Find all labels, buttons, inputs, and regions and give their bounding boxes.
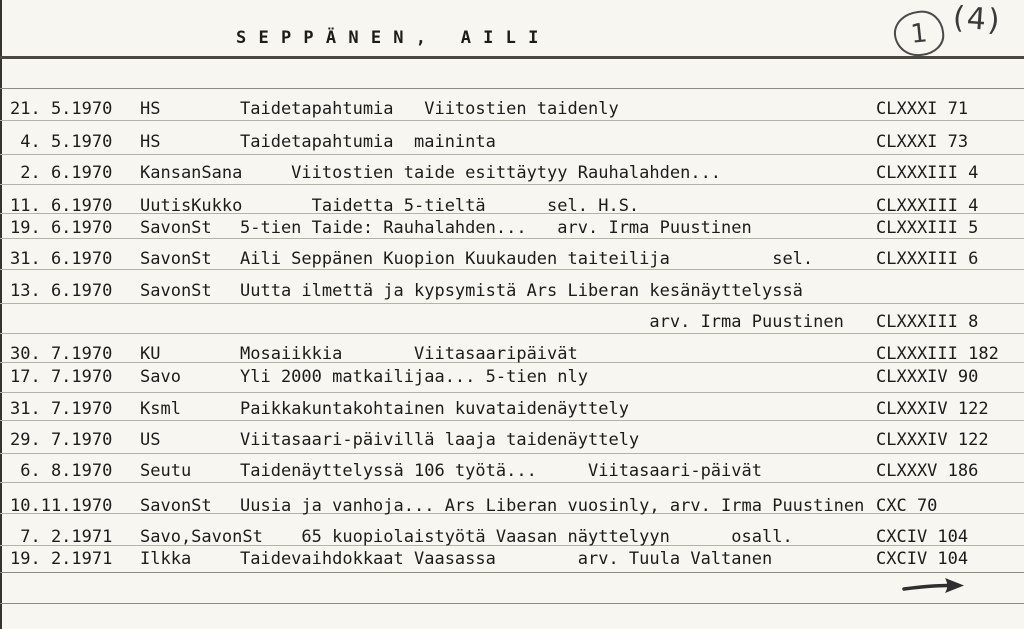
entry-title: Taidevaihdokkaat Vaasassa arv. Tuula Valtanen xyxy=(240,549,773,569)
entry-source: HS xyxy=(140,132,161,152)
table-row xyxy=(0,99,1024,119)
entry-source: SavonSt xyxy=(140,249,212,269)
entry-ref: CXCIV 104 xyxy=(876,549,969,569)
entry-date: 30. 7.1970 xyxy=(10,344,113,364)
entry-title: Aili Seppänen Kuopion Kuukauden taiteilija sel. xyxy=(240,249,814,269)
entry-date: 29. 7.1970 xyxy=(10,430,113,450)
ruled-line xyxy=(0,120,1024,121)
ruled-line xyxy=(0,238,1024,239)
entry-source: Ksml xyxy=(140,399,181,419)
ruled-line xyxy=(0,88,1024,89)
entry-ref: CLXXXIII 5 xyxy=(876,218,979,238)
entry-source: Savo xyxy=(140,367,181,387)
ruled-line xyxy=(0,572,1024,573)
entry-title: Yli 2000 matkailijaa... 5-tien nly xyxy=(240,367,588,387)
entry-ref: CXCIV 104 xyxy=(876,527,969,547)
ruled-line xyxy=(0,333,1024,334)
entry-title: Mosaiikkia Viitasaaripäivät xyxy=(240,344,578,364)
table-row xyxy=(0,281,1024,301)
table-row xyxy=(0,196,1024,216)
entry-ref: CLXXXIII 6 xyxy=(876,249,979,269)
table-row xyxy=(0,430,1024,450)
entry-source: Seutu xyxy=(140,461,192,481)
entry-ref: CXC 70 xyxy=(876,496,938,516)
entry-title: Viitostien taide esittäytyy Rauhalahden... xyxy=(240,163,722,183)
entry-ref: CLXXXIV 90 xyxy=(876,367,979,387)
entry-date: 19. 6.1970 xyxy=(10,218,113,238)
table-row xyxy=(0,399,1024,419)
entry-title: Viitasaari-päivillä laaja taidenäyttely xyxy=(240,430,640,450)
table-row xyxy=(0,344,1024,364)
entry-ref: CLXXXIII 182 xyxy=(876,344,999,364)
entry-source: KU xyxy=(140,344,161,364)
ruled-line xyxy=(0,184,1024,185)
handwritten-total-pages: (4) xyxy=(951,0,1003,39)
entry-date: 7. 2.1971 xyxy=(10,527,113,547)
entry-date: 31. 6.1970 xyxy=(10,249,113,269)
entry-ref: CLXXXIII 4 xyxy=(876,163,979,183)
entry-title: Uusia ja vanhoja... Ars Liberan vuosinly, arv. Irma Puustinen xyxy=(240,496,865,516)
entry-title: Taidetapahtumia Viitostien taidenly xyxy=(240,99,619,119)
ruled-line xyxy=(0,303,1024,304)
table-row xyxy=(0,163,1024,183)
entry-ref: CLXXXV 186 xyxy=(876,461,979,481)
handwritten-page-number xyxy=(892,9,946,59)
ruled-line xyxy=(0,482,1024,483)
entry-title: Taidetapahtumia maininta xyxy=(240,132,496,152)
entry-title: Taidetta 5-tieltä sel. H.S. xyxy=(240,196,640,216)
entry-source: Savo,SavonSt xyxy=(140,527,263,547)
entry-title: Uutta ilmettä ja kypsymistä Ars Liberan kesänäyttelyssä xyxy=(240,281,803,301)
entry-ref: CLXXXI 73 xyxy=(876,132,969,152)
table-row xyxy=(0,218,1024,238)
title-rule xyxy=(0,56,1024,59)
entry-date: 13. 6.1970 xyxy=(10,281,113,301)
entry-title: Taidenäyttelyssä 106 työtä... Viitasaari-päivät xyxy=(240,461,762,481)
entry-date: 21. 5.1970 xyxy=(10,99,113,119)
entry-ref: CLXXXI 71 xyxy=(876,99,969,119)
entry-source: Ilkka xyxy=(140,549,192,569)
page-title: S E P P Ä N E N , A I L I xyxy=(236,28,540,48)
entry-date: 11. 6.1970 xyxy=(10,196,113,216)
entry-date: 31. 7.1970 xyxy=(10,399,113,419)
table-row xyxy=(0,132,1024,152)
table-row xyxy=(0,249,1024,269)
arrow-right-icon xyxy=(901,575,967,603)
ruled-line xyxy=(0,269,1024,270)
entry-date: 10.11.1970 xyxy=(10,496,113,516)
ruled-line xyxy=(0,420,1024,421)
page-number-value: 1 xyxy=(909,17,929,50)
entry-source: KansanSana xyxy=(140,163,243,183)
entry-source: HS xyxy=(140,99,161,119)
entry-date: 2. 6.1970 xyxy=(10,163,113,183)
table-row xyxy=(0,549,1024,569)
entry-date: 19. 2.1971 xyxy=(10,549,113,569)
entry-source: US xyxy=(140,430,161,450)
ruled-line xyxy=(0,154,1024,155)
entry-source: SavonSt xyxy=(140,281,212,301)
table-row xyxy=(0,527,1024,547)
ruled-line xyxy=(0,392,1024,393)
entry-date: 4. 5.1970 xyxy=(10,132,113,152)
ruled-line xyxy=(0,453,1024,454)
entry-ref: CLXXXIII 4 xyxy=(876,196,979,216)
table-row xyxy=(0,496,1024,516)
entry-ref: CLXXXIII 8 xyxy=(876,312,979,332)
entry-title: Paikkakuntakohtainen kuvataidenäyttely xyxy=(240,399,629,419)
entry-title: 5-tien Taide: Rauhalahden... arv. Irma Puustinen xyxy=(240,218,752,238)
entry-title: 65 kuopiolaistyötä Vaasan näyttelyyn osall. xyxy=(240,527,793,547)
entry-ref: CLXXXIV 122 xyxy=(876,430,989,450)
table-row xyxy=(0,461,1024,481)
entry-ref: CLXXXIV 122 xyxy=(876,399,989,419)
entry-source: SavonSt xyxy=(140,496,212,516)
entry-title: arv. Irma Puustinen xyxy=(240,312,844,332)
table-row xyxy=(0,367,1024,387)
table-row-continuation xyxy=(0,312,1024,332)
entry-source: UutisKukko xyxy=(140,196,243,216)
ruled-line xyxy=(0,603,1024,604)
entry-date: 6. 8.1970 xyxy=(10,461,113,481)
entry-source: SavonSt xyxy=(140,218,212,238)
entry-date: 17. 7.1970 xyxy=(10,367,113,387)
